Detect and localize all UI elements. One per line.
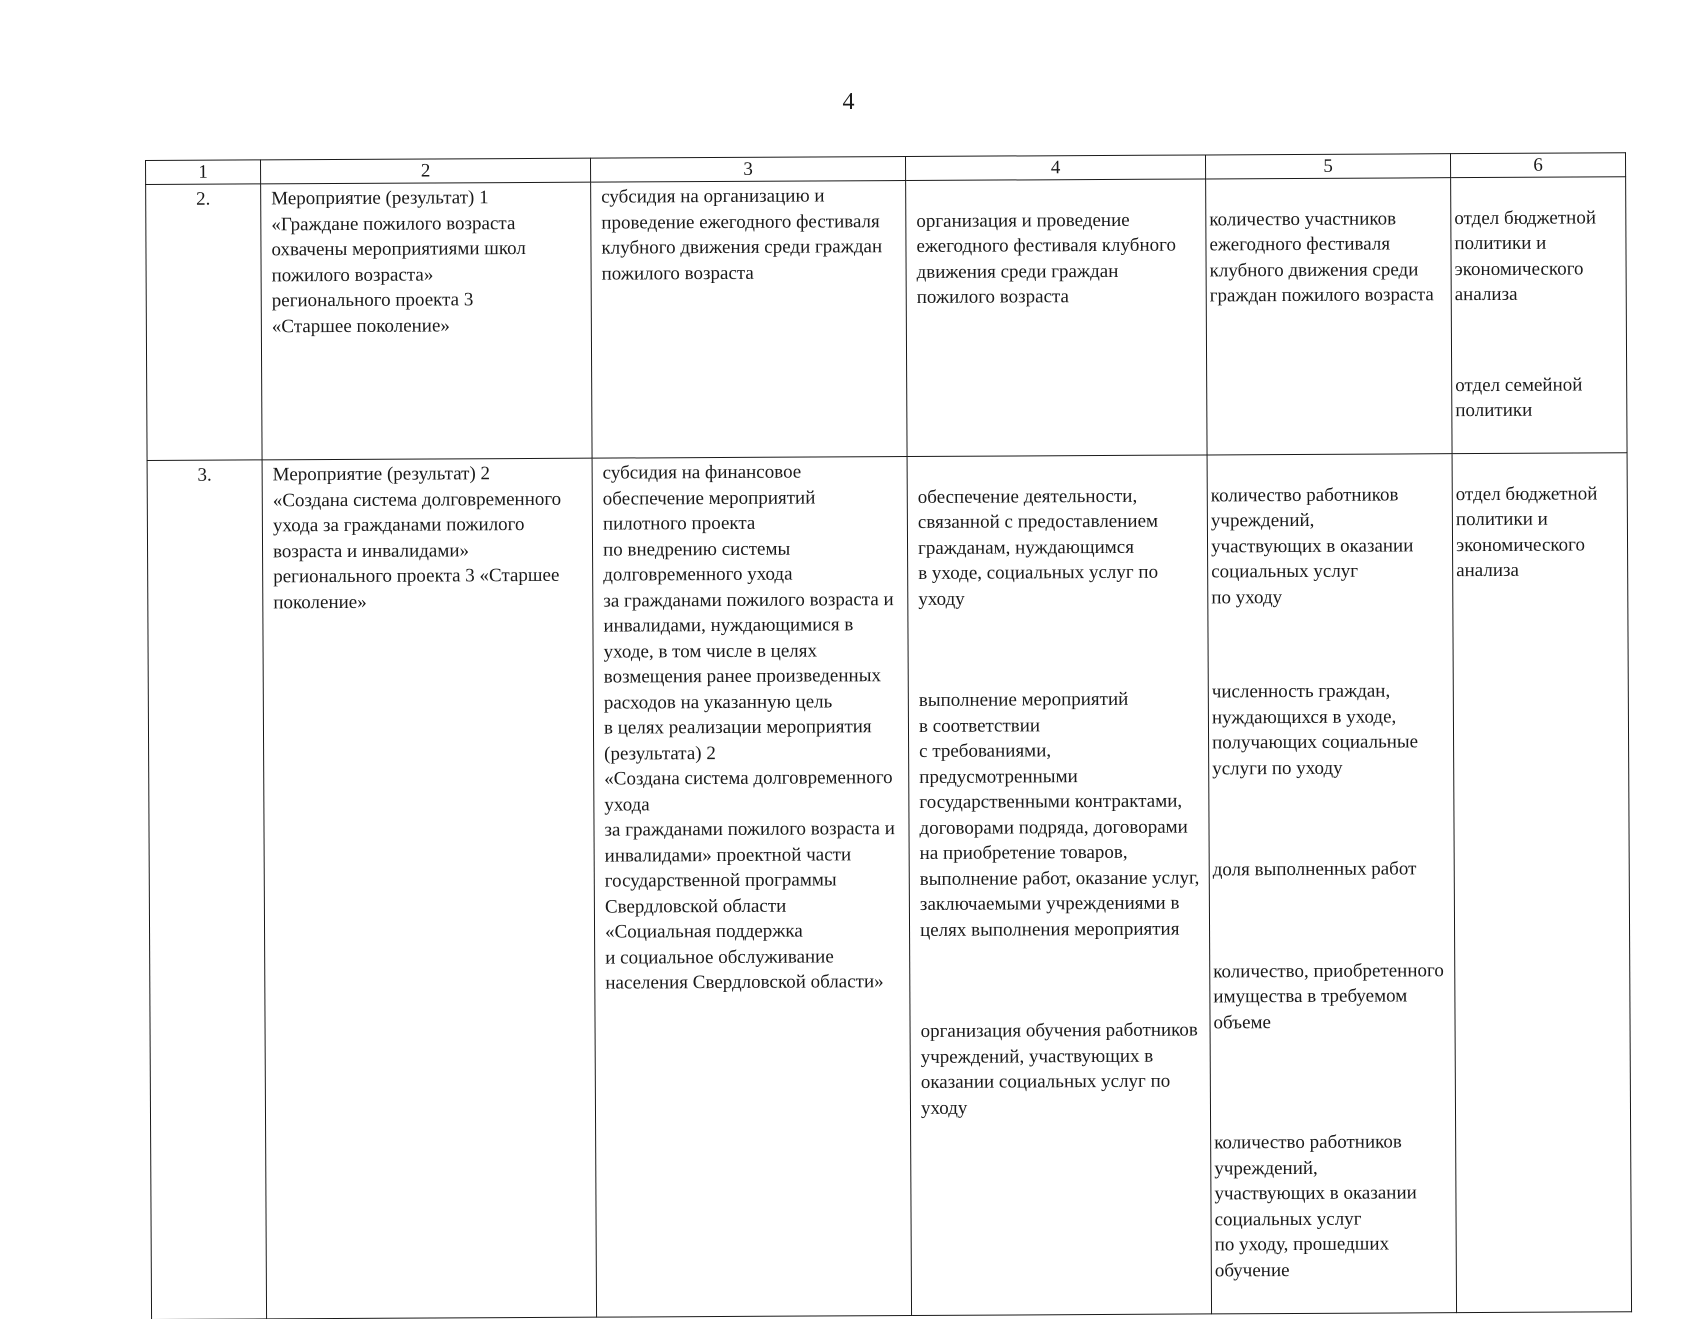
column-header: 6 [1450,153,1625,178]
spacer [1213,907,1452,933]
column-header: 4 [905,155,1205,181]
event-cell: Мероприятие (результат) 2 «Создана система долговременного ухода за гражданами пожилого возраста и инвалидами» регионального проекта 3 «Старшее поколение» [262,458,596,1318]
events-table [145,152,1632,1319]
indicator-cell [1207,454,1456,1314]
column-header: 1 [146,160,261,185]
spacer [920,967,1203,993]
spacer [1455,332,1624,347]
event-cell: Мероприятие (результат) 1 «Граждане пожилого возраста охвачены мероприятиями школ пожилого возраста» регионального проекта 3 «Старшее поколение» [261,182,592,460]
purpose-item: организация и проведение ежегодного фестиваля клубного движения среди граждан пожилого возраста [916,209,1176,308]
table-row [146,177,1627,461]
spacer [1214,1060,1453,1105]
indicator-item: количество участников ежегодного фестиваля клубного движения среди граждан пожилого возраста [1209,207,1434,307]
department-cell [1451,177,1627,454]
row-number: 3. [147,460,266,1319]
purpose-cell [907,455,1211,1315]
department-item: отдел бюджетной политики и экономического анализа [1454,206,1597,306]
indicator-item: количество работников учреждений, участвующих в оказании социальных услуг по уходу, прошедших обучение [1214,1131,1417,1281]
column-header: 2 [261,158,591,184]
row-number: 2. [146,184,262,461]
column-header: 3 [590,157,905,183]
indicator-item: численность граждан, нуждающихся в уходе, получающих социальные услуги по уходу [1211,680,1419,779]
purpose-item: организация обучения работников учреждений, участвующих в оказании социальных услуг по уходу [920,1019,1198,1119]
spacer [919,636,1202,662]
purpose-item: обеспечение деятельности, связанной с предоставлением гражданам, нуждающимся в уходе, социальных услуг по уходу [917,485,1159,610]
department-item: отдел бюджетной политики и экономического анализа [1455,482,1598,582]
indicator-item: количество, приобретенного имущества в требуемом объеме [1213,959,1444,1033]
subsidy-cell: субсидия на финансовое обеспечение мероприятий пилотного проекта по внедрению системы долговременного ухода за гражданами пожилого возраста и инвалидами, нуждающимися в уходе, в том числе в целях возмещения ранее произведенных расходов на указанную цель в целях реализации мероприятия (результата) 2 «Создана система долговременного ухода за гражданами пожилого возраста и инвалидами» проектной части государственной программы Свердловской области «Социальная поддержка и социальное обслуживание населения Свердловской области» [592,457,911,1317]
department-item: отдел семейной политики [1455,373,1583,422]
subsidy-cell: субсидия на организацию и проведение ежегодного фестиваля клубного движения среди граждан пожилого возраста [591,181,907,459]
indicator-item: количество работников учреждений, участвующих в оказании социальных услуг по уходу [1210,483,1414,608]
purpose-cell [906,179,1207,457]
table-row [147,453,1631,1319]
spacer [1212,635,1451,654]
purpose-item: выполнение мероприятий в соответствии с требованиями, предусмотренными государственными контрактами, договорами подряда, договорами на приобретение товаров, выполнение работ, оказание услуг, заключаемыми учреждениями в целях выполнения мероприятия [918,688,1200,941]
indicator-item: доля выполненных работ [1212,858,1417,881]
column-header: 5 [1205,154,1450,179]
indicator-cell [1206,178,1452,455]
spacer [1212,806,1451,832]
department-cell [1452,453,1631,1312]
page-number: 4 [842,89,855,115]
